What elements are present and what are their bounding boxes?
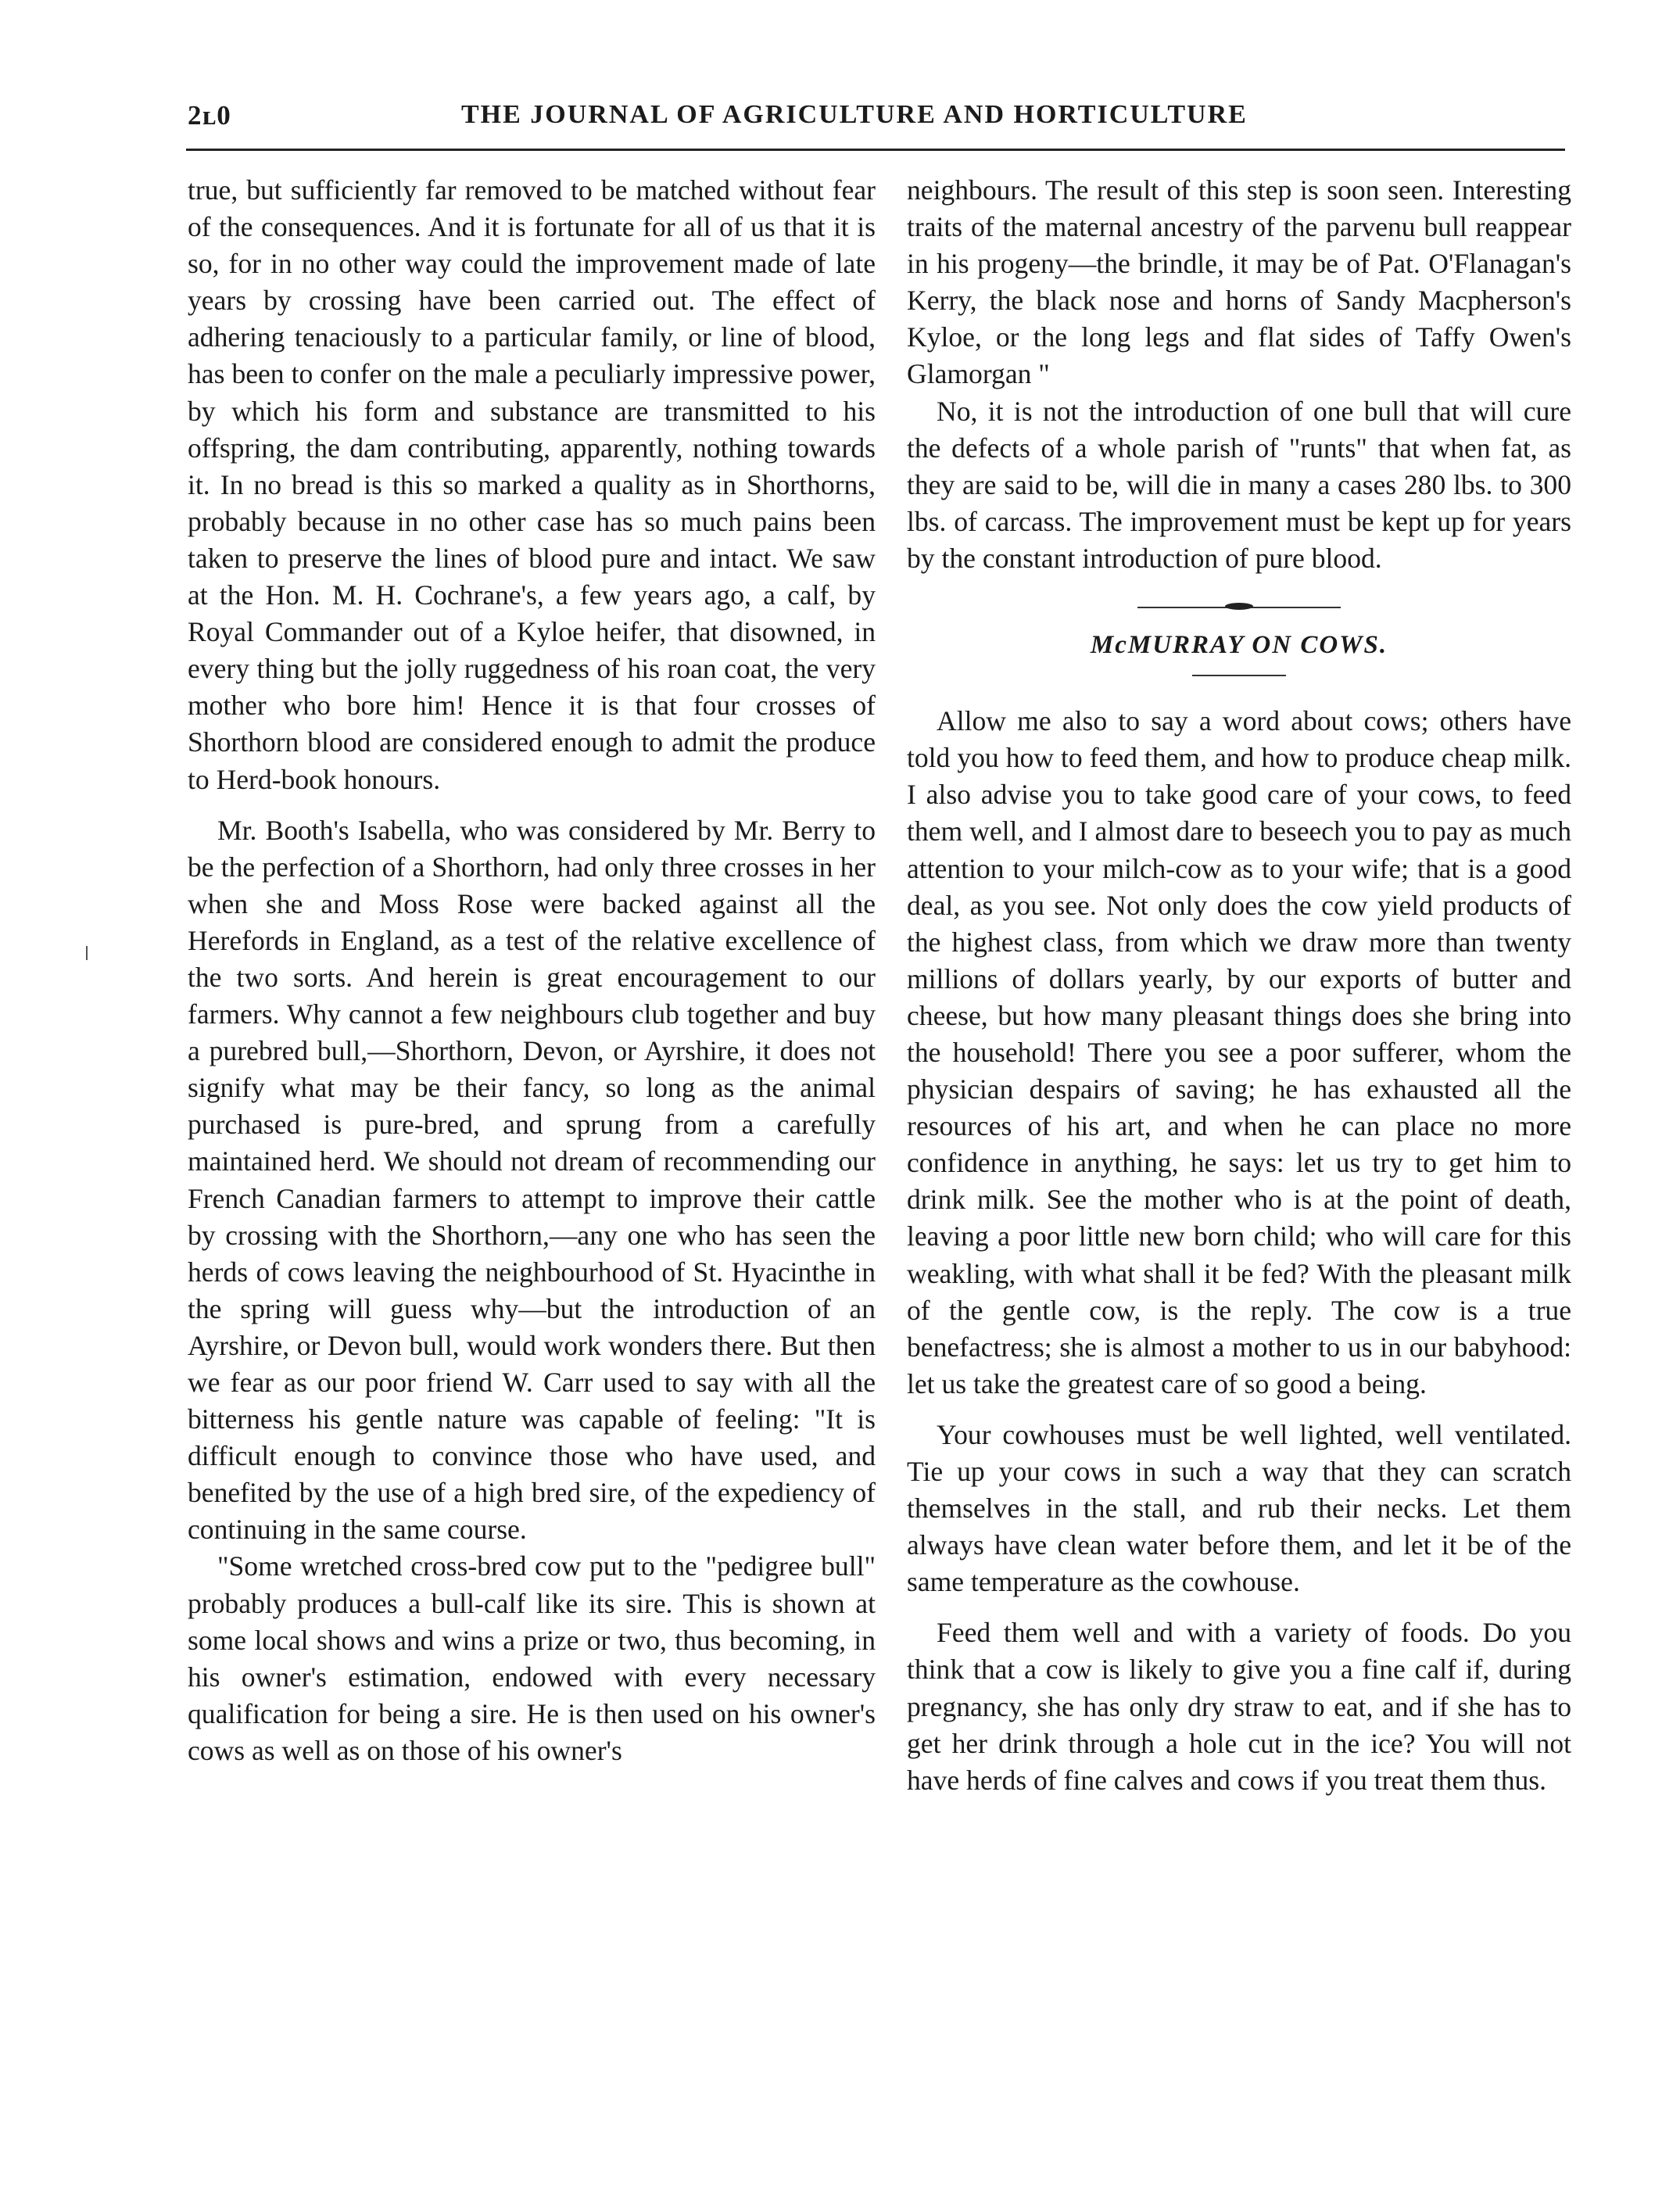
title-rule	[1192, 675, 1286, 676]
paragraph: "Some wretched cross-bred cow put to the "pedigree bull" probably produces a bull-calf like its sire. This is shown at some local shows and wins a prize or two, thus becoming, in his owner's estimation, endowed with every necessary qualification for being a sire. He is then used on his owner's cows as well as on those of his owner's	[188, 1550, 876, 1766]
journal-title: THE JOURNAL OF AGRICULTURE AND HORTICULTURE	[461, 100, 1248, 129]
page-header	[188, 100, 1564, 147]
margin-mark	[86, 946, 88, 960]
paragraph: Your cowhouses must be well lighted, well ventilated. Tie up your cows in such a way that they can scratch themselves in the stall, and rub their necks. Let them always have clean water before them, and let it be of the same temperature as the cowhouse.	[907, 1418, 1571, 1598]
paragraph: No, it is not the introduction of one bull that will cure the defects of a whole parish of "runts" that when fat, as they are said to be, will die in many a cases 280 lbs. to 300 lbs. of carcass. The improvement must be kept up for years by the constant introduction of pure blood.	[907, 395, 1571, 574]
page-number: 2ʟ0	[188, 100, 231, 131]
left-column	[188, 172, 876, 1769]
header-rule	[186, 149, 1565, 151]
paragraph: Mr. Booth's Isabella, who was considered by Mr. Berry to be the perfection of a Shorthorn, had only three crosses in her when she and Moss Rose were backed against all the Herefords in England, as a test of the relative excellence of the two sorts. And herein is great encouragement to our farmers. Why cannot a few neighbours club together and buy a purebred bull,—Shorthorn, Devon, or Ayrshire, it does not signify what may be their fancy, so long as the animal purchased is pure-bred, and sprung from a carefully maintained herd. We should not dream of recommending our French Canadian farmers to attempt to improve their cattle by crossing with the Shorthorn,—any one who has seen the herds of cows leaving the neighbourhood of St. Hyacinthe in the spring will guess why—but the introduction of an Ayrshire, or Devon bull, would work wonders there. But then we fear as our poor friend W. Carr used to say with all the bitterness his gentle nature was capable of feeling: "It is difficult enough to convince those who have used, and benefited by the use of a high bred sire, of the expediency of continuing in the same course.	[188, 814, 876, 1546]
paragraph: neighbours. The result of this step is soon seen. Interesting traits of the maternal ancestry of the parvenu bull reappear in his progeny—the brindle, it may be of Pat. O'Flanagan's Kerry, the black nose and horns of Sandy Macpherson's Kyloe, or the long legs and flat sides of Taffy Owen's Glamorgan "	[907, 174, 1571, 390]
paragraph: Feed them well and with a variety of foods. Do you think that a cow is likely to give you a fine calf if, during pregnancy, she has only dry straw to eat, and if she has to get her drink through a hole cut in the ice? You will not have herds of fine calves and cows if you treat them thus.	[907, 1617, 1571, 1796]
paragraph: true, but sufficiently far removed to be matched without fear of the consequences. And it is fortunate for all of us that it is so, for in no other way could the improvement made of late years by crossing have been carried out. The effect of adhering tenaciously to a particular family, or line of blood, has been to confer on the male a peculiarly impressive power, by which his form and substance are transmitted to his offspring, the dam contributing, apparently, nothing towards it. In no bread is this so marked a quality as in Shorthorns, probably because in no other case has so much pains been taken to preserve the lines of blood pure and intact. We saw at the Hon. M. H. Cochrane's, a few years ago, a calf, by Royal Commander out of a Kyloe heifer, that disowned, in every thing but the jolly ruggedness of his roan coat, the very mother who bore him! Hence it is that four crosses of Shorthorn blood are considered enough to admit the produce to Herd-book honours.	[188, 174, 876, 795]
divider-ornament	[1225, 603, 1253, 610]
section-title: McMURRAY ON COWS.	[1090, 631, 1388, 660]
section-divider	[1137, 605, 1341, 608]
right-column	[907, 172, 1571, 1799]
paragraph: Allow me also to say a word about cows; others have told you how to feed them, and how to produce cheap milk. I also advise you to take good care of your cows, to feed them well, and I almost dare to beseech you to pay as much attention to your milch-cow as to your wife; that is a good deal, as you see. Not only does the cow yield products of the highest class, from which we draw more than twenty millions of dollars yearly, by our exports of butter and cheese, but how many pleasant things does she bring into the household! There you see a poor sufferer, whom the physician despairs of saving; he has exhausted all the resources of his art, and when he can place no more confidence in anything, he says: let us try to get him to drink milk. See the mother who is at the point of death, leaving a poor little new born child; who will care for this weakling, with what shall it be fed? With the pleasant milk of the gentle cow, is the reply. The cow is a true benefactress; she is almost a mother to us in our babyhood: let us take the greatest care of so good a being.	[907, 705, 1571, 1399]
